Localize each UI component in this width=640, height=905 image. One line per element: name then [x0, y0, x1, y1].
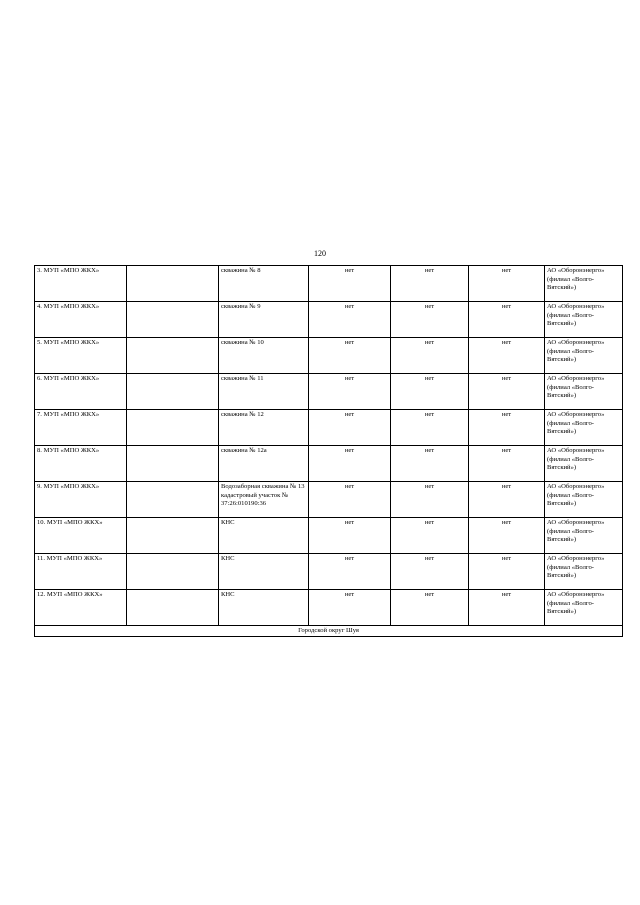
value-cell: нет	[309, 302, 391, 338]
organization-cell: АО «Оборонэнерго» (филиал «Волго-Вятский»)	[545, 590, 623, 626]
organization-cell: АО «Оборонэнерго» (филиал «Волго-Вятский»)	[545, 302, 623, 338]
owner-cell: 9. МУП «МПО ЖКХ»	[35, 482, 127, 518]
object-cell: скважина № 12	[219, 410, 309, 446]
value-cell: нет	[469, 446, 545, 482]
owner-cell: 4. МУП «МПО ЖКХ»	[35, 302, 127, 338]
organization-cell: АО «Оборонэнерго» (филиал «Волго-Вятский»)	[545, 482, 623, 518]
value-cell: нет	[391, 302, 469, 338]
table-row	[35, 554, 623, 590]
empty-cell	[127, 554, 219, 590]
organization-cell: АО «Оборонэнерго» (филиал «Волго-Вятский»)	[545, 338, 623, 374]
owner-cell: 11. МУП «МПО ЖКХ»	[35, 554, 127, 590]
value-cell: нет	[391, 266, 469, 302]
object-cell: скважина № 10	[219, 338, 309, 374]
owner-cell: 7. МУП «МПО ЖКХ»	[35, 410, 127, 446]
empty-cell	[127, 374, 219, 410]
value-cell: нет	[391, 374, 469, 410]
value-cell: нет	[309, 266, 391, 302]
page-number: 120	[314, 249, 326, 258]
table-row	[35, 482, 623, 518]
owner-cell: 8. МУП «МПО ЖКХ»	[35, 446, 127, 482]
object-cell: КНС	[219, 554, 309, 590]
value-cell: нет	[309, 446, 391, 482]
value-cell: нет	[469, 410, 545, 446]
owner-cell: 10. МУП «МПО ЖКХ»	[35, 518, 127, 554]
organization-cell: АО «Оборонэнерго» (филиал «Волго-Вятский»)	[545, 518, 623, 554]
owner-cell: 12. МУП «МПО ЖКХ»	[35, 590, 127, 626]
organization-cell: АО «Оборонэнерго» (филиал «Волго-Вятский»)	[545, 374, 623, 410]
value-cell: нет	[391, 338, 469, 374]
object-cell: скважина № 8	[219, 266, 309, 302]
empty-cell	[127, 482, 219, 518]
empty-cell	[127, 410, 219, 446]
object-cell: скважина № 9	[219, 302, 309, 338]
table-row	[35, 590, 623, 626]
value-cell: нет	[469, 554, 545, 590]
value-cell: нет	[309, 554, 391, 590]
owner-cell: 3. МУП «МПО ЖКХ»	[35, 266, 127, 302]
table-row	[35, 266, 623, 302]
value-cell: нет	[391, 446, 469, 482]
empty-cell	[127, 446, 219, 482]
value-cell: нет	[309, 590, 391, 626]
district-label: Городской округ Шуя	[35, 626, 623, 637]
value-cell: нет	[309, 338, 391, 374]
empty-cell	[127, 302, 219, 338]
object-cell: скважина № 11	[219, 374, 309, 410]
object-cell: КНС	[219, 518, 309, 554]
object-cell: Водозаборная скважина № 13 кадастровый участок № 37:26:010190:36	[219, 482, 309, 518]
object-cell: КНС	[219, 590, 309, 626]
value-cell: нет	[469, 338, 545, 374]
footer-row	[35, 626, 623, 637]
owner-cell: 5. МУП «МПО ЖКХ»	[35, 338, 127, 374]
value-cell: нет	[391, 482, 469, 518]
value-cell: нет	[469, 266, 545, 302]
object-cell: скважина № 12а	[219, 446, 309, 482]
value-cell: нет	[391, 518, 469, 554]
value-cell: нет	[309, 518, 391, 554]
empty-cell	[127, 590, 219, 626]
value-cell: нет	[309, 374, 391, 410]
value-cell: нет	[309, 410, 391, 446]
value-cell: нет	[469, 518, 545, 554]
value-cell: нет	[309, 482, 391, 518]
table-row	[35, 338, 623, 374]
empty-cell	[127, 266, 219, 302]
value-cell: нет	[391, 554, 469, 590]
owner-cell: 6. МУП «МПО ЖКХ»	[35, 374, 127, 410]
organization-cell: АО «Оборонэнерго» (филиал «Волго-Вятский»)	[545, 446, 623, 482]
table-row	[35, 446, 623, 482]
organization-cell: АО «Оборонэнерго» (филиал «Волго-Вятский»)	[545, 410, 623, 446]
value-cell: нет	[469, 374, 545, 410]
table-row	[35, 518, 623, 554]
organization-cell: АО «Оборонэнерго» (филиал «Волго-Вятский»)	[545, 266, 623, 302]
value-cell: нет	[391, 590, 469, 626]
document-table	[34, 265, 623, 637]
empty-cell	[127, 338, 219, 374]
table-row	[35, 374, 623, 410]
value-cell: нет	[391, 410, 469, 446]
table-row	[35, 302, 623, 338]
organization-cell: АО «Оборонэнерго» (филиал «Волго-Вятский»)	[545, 554, 623, 590]
value-cell: нет	[469, 302, 545, 338]
value-cell: нет	[469, 482, 545, 518]
table-row	[35, 410, 623, 446]
value-cell: нет	[469, 590, 545, 626]
empty-cell	[127, 518, 219, 554]
